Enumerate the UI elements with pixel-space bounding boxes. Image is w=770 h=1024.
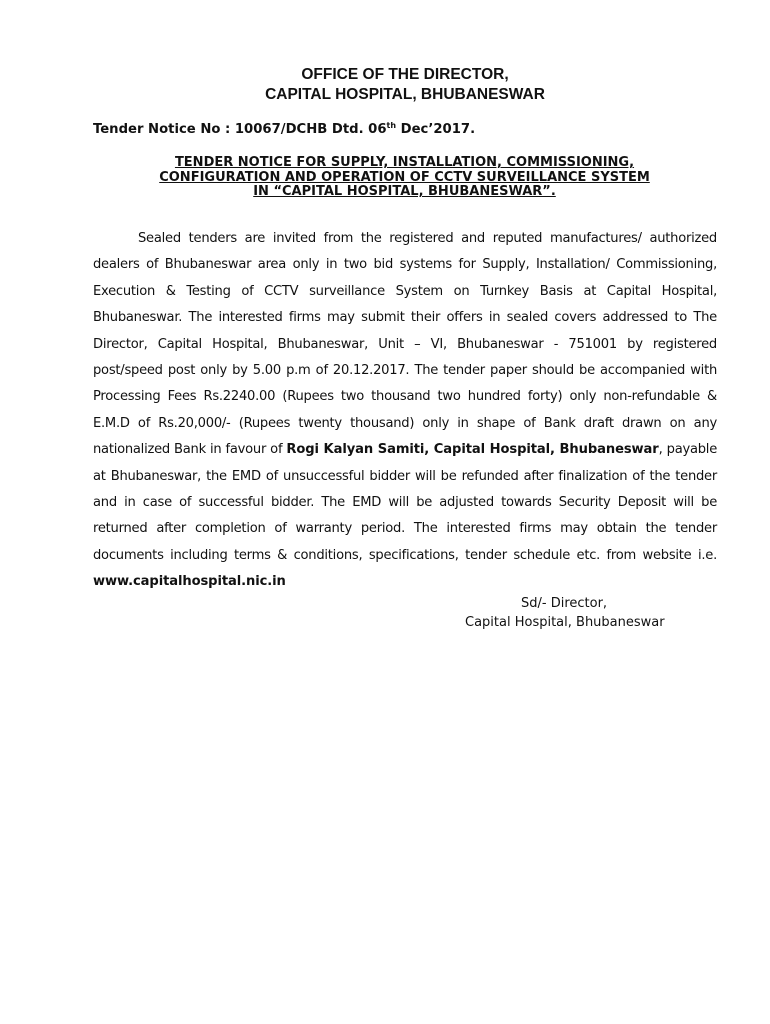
body-text-part-2: , payable at Bhubaneswar, the EMD of unsuccessful bidder will be refunded after finalization of the tender and in case of successful bidder. The EMD will be adjusted towards Security Deposit will be returned after completion of warranty period. The interested firms may obtain the tender documents including terms & conditions, specifications, tender schedule etc. from website i.e. — [93, 442, 717, 563]
signature-line-2: Capital Hospital, Bhubaneswar — [465, 615, 665, 630]
subject-line-1: TENDER NOTICE FOR SUPPLY, INSTALLATION, COMMISSIONING, — [174, 155, 635, 170]
tender-subject — [93, 156, 716, 200]
header-line-1: OFFICE OF THE DIRECTOR, — [301, 66, 509, 83]
body-bold-beneficiary: Rogi Kalyan Samiti, Capital Hospital, Bhubaneswar — [286, 442, 659, 458]
tender-notice-suffix: Dec’2017. — [396, 122, 476, 137]
tender-notice-superscript: th — [386, 121, 397, 130]
office-header — [0, 65, 770, 105]
subject-line-2: CONFIGURATION AND OPERATION OF CCTV SURVEILLANCE SYSTEM — [159, 169, 650, 185]
header-line-2: CAPITAL HOSPITAL, BHUBANESWAR — [265, 86, 545, 103]
tender-notice-number — [93, 122, 475, 137]
subject-line-3: IN “CAPITAL HOSPITAL, BHUBANESWAR”. — [253, 184, 556, 199]
signature-line-1: Sd/- Director, — [521, 596, 608, 611]
body-text-part-1: Sealed tenders are invited from the registered and reputed manufactures/ authorized dealers of Bhubaneswar area only in two bid systems for Supply, Installation/ Commissioning, Execution & Testing of CCTV surveillance System on Turnkey Basis at Capital Hospital, Bhubaneswar. The interested firms may submit their offers in sealed covers addressed to The Director, Capital Hospital, Bhubaneswar, Unit – VI, Bhubaneswar - 751001 by registered post/speed post only by 5.00 p.m of 20.12.2017. The tender paper should be accompanied with Processing Fees Rs.2240.00 (Rupees two thousand two hundred forty) only non-refundable & E.M.D of Rs.20,000/- (Rupees twenty thousand) only in shape of Bank draft drawn on any nationalized Bank in favour of — [93, 231, 717, 458]
tender-notice-prefix: Tender Notice No : 10067/DCHB Dtd. 06 — [93, 122, 387, 137]
tender-body-paragraph — [93, 226, 717, 596]
website-link[interactable]: www.capitalhospital.nic.in — [93, 574, 286, 590]
